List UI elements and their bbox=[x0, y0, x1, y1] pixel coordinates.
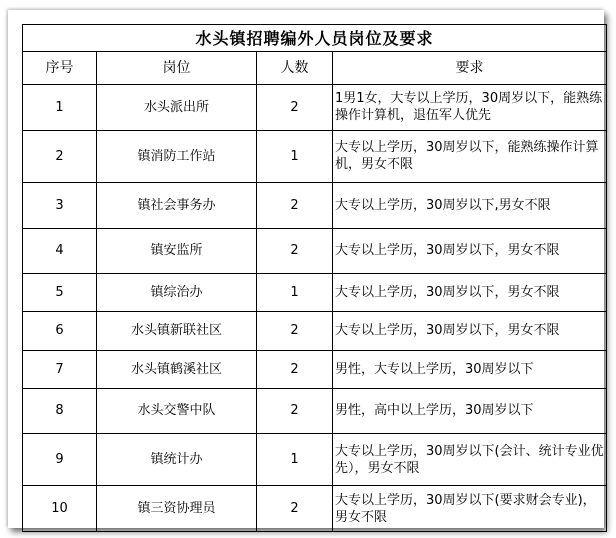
table-row bbox=[23, 389, 607, 434]
cell-position: 镇综治办 bbox=[97, 273, 257, 312]
cell-position: 镇社会事务办 bbox=[97, 183, 257, 229]
cell-requirement: 大专以上学历，30周岁以下，能熟练操作计算机，男女不限 bbox=[333, 130, 607, 183]
cell-requirement: 大专以上学历，30周岁以下，男女不限 bbox=[333, 228, 607, 273]
cell-requirement: 大专以上学历，30周岁以下,男女不限 bbox=[333, 183, 607, 229]
cell-position: 水头派出所 bbox=[97, 85, 257, 131]
table-row bbox=[23, 350, 607, 389]
cell-requirement: 大专以上学历，30周岁以下，男女不限 bbox=[333, 312, 607, 351]
cell-index: 3 bbox=[23, 183, 97, 229]
cell-position: 水头镇鹤溪社区 bbox=[97, 350, 257, 389]
header-index: 序号 bbox=[23, 52, 97, 85]
cell-count: 1 bbox=[257, 433, 333, 486]
cell-requirement: 1男1女，大专以上学历，30周岁以下，能熟练操作计算机，退伍军人优先 bbox=[333, 85, 607, 131]
cell-position: 水头交警中队 bbox=[97, 389, 257, 434]
header-count: 人数 bbox=[257, 52, 333, 85]
cell-count: 2 bbox=[257, 389, 333, 434]
cell-requirement: 男性，大专以上学历，30周岁以下 bbox=[333, 350, 607, 389]
cell-index: 8 bbox=[23, 389, 97, 434]
cell-count: 1 bbox=[257, 130, 333, 183]
cell-count: 2 bbox=[257, 85, 333, 131]
cell-requirement: 大专以上学历，30周岁以下(会计、统计专业优先），男女不限 bbox=[333, 433, 607, 486]
cell-position: 镇统计办 bbox=[97, 433, 257, 486]
cell-index: 1 bbox=[23, 85, 97, 131]
cell-requirement: 大专以上学历，30周岁以下，男女不限 bbox=[333, 273, 607, 312]
cell-index: 10 bbox=[23, 486, 97, 532]
cell-position: 镇消防工作站 bbox=[97, 130, 257, 183]
cell-requirement: 大专以上学历，30周岁以下(要求财会专业)，男女不限 bbox=[333, 486, 607, 532]
table-row bbox=[23, 433, 607, 486]
cell-count: 2 bbox=[257, 312, 333, 351]
header-requirement: 要求 bbox=[333, 52, 607, 85]
table-row bbox=[23, 130, 607, 183]
cell-requirement: 男性，高中以上学历，30周岁以下 bbox=[333, 389, 607, 434]
cell-index: 2 bbox=[23, 130, 97, 183]
table-title: 水头镇招聘编外人员岗位及要求 bbox=[23, 25, 607, 52]
table-row bbox=[23, 228, 607, 273]
table-row bbox=[23, 183, 607, 229]
cell-index: 6 bbox=[23, 312, 97, 351]
cell-index: 7 bbox=[23, 350, 97, 389]
header-position: 岗位 bbox=[97, 52, 257, 85]
cell-position: 水头镇新联社区 bbox=[97, 312, 257, 351]
cell-index: 9 bbox=[23, 433, 97, 486]
cell-position: 镇三资协理员 bbox=[97, 486, 257, 532]
table-row bbox=[23, 486, 607, 532]
table-row bbox=[23, 85, 607, 131]
cell-index: 5 bbox=[23, 273, 97, 312]
cell-count: 2 bbox=[257, 350, 333, 389]
cell-position: 镇安监所 bbox=[97, 228, 257, 273]
recruitment-table bbox=[22, 24, 607, 532]
cell-count: 2 bbox=[257, 183, 333, 229]
cell-count: 1 bbox=[257, 273, 333, 312]
cell-count: 2 bbox=[257, 486, 333, 532]
cell-count: 2 bbox=[257, 228, 333, 273]
document-frame bbox=[8, 10, 604, 528]
cell-index: 4 bbox=[23, 228, 97, 273]
table-row bbox=[23, 312, 607, 351]
table-row bbox=[23, 273, 607, 312]
